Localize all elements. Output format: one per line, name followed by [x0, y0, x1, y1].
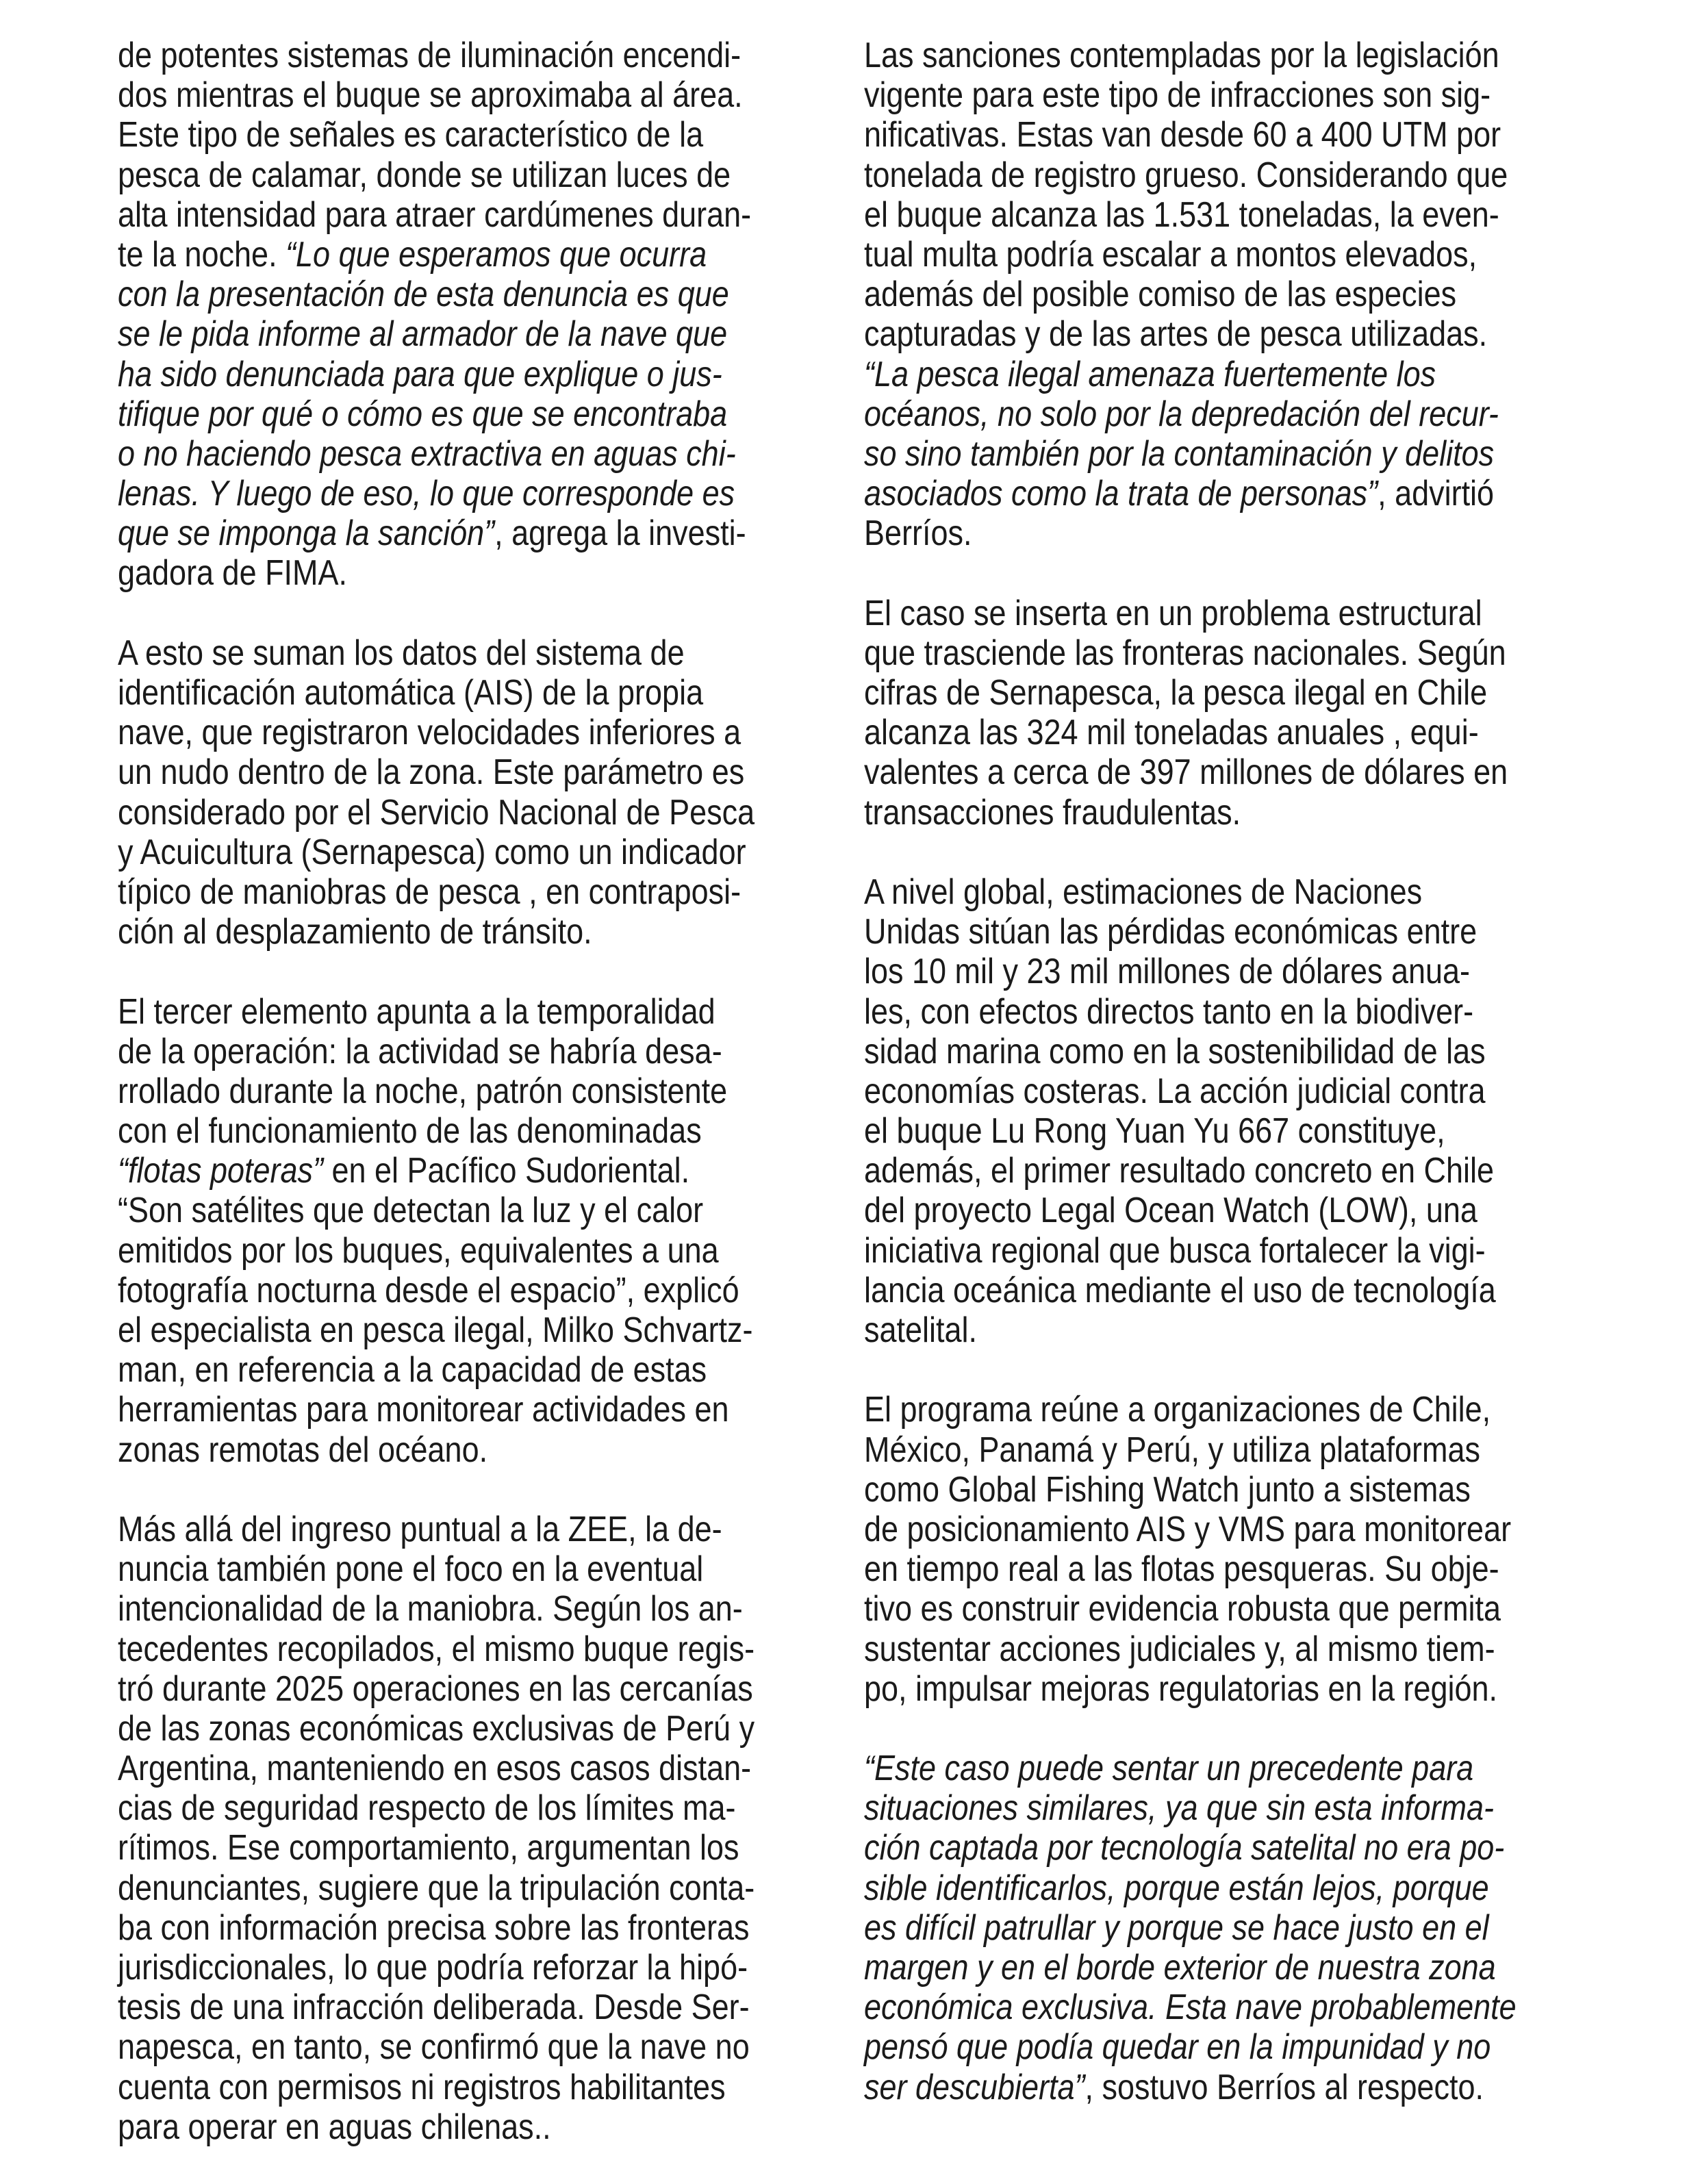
body-text: de posicionamiento AIS y VMS para monitorear: [864, 1509, 1512, 1549]
body-text: cuenta con permisos ni registros habilitantes: [118, 2067, 726, 2107]
body-text: del proyecto Legal Ocean Watch (LOW), una: [864, 1191, 1477, 1231]
text-line: [118, 912, 722, 952]
text-line: [118, 1510, 722, 1549]
body-text: de las zonas económicas exclusivas de Perú y: [118, 1708, 755, 1749]
paragraph-break: [118, 952, 816, 991]
text-line: [118, 314, 728, 355]
text-line: [118, 553, 722, 593]
text-line: [864, 1788, 1492, 1828]
text-line: [118, 752, 745, 793]
text-line: [118, 1828, 739, 1868]
text-line: [864, 1430, 1492, 1470]
text-line: [864, 2027, 1492, 2067]
quote-text: económica exclusiva. Esta nave probablemente: [864, 1988, 1517, 2028]
body-text: en tiempo real a las flotas pesqueras. Su obje-: [864, 1549, 1499, 1590]
body-text: El caso se inserta en un problema estructural: [864, 593, 1482, 633]
quote-text: ser descubierta”: [864, 2067, 1085, 2107]
text-line: [118, 1111, 722, 1151]
text-line: [118, 1390, 729, 1430]
text-line: [864, 115, 1501, 155]
quote-text: situaciones similares, ya que sin esta informa-: [864, 1788, 1494, 1829]
body-text: México, Panamá y Perú, y utiliza plataformas: [864, 1430, 1480, 1470]
body-text: gadora de FIMA.: [118, 553, 348, 594]
text-line: [118, 1191, 722, 1230]
quote-text: margen y en el borde exterior de nuestra zona: [864, 1948, 1496, 1988]
text-line: [864, 314, 1492, 354]
text-line: [864, 1111, 1492, 1151]
body-text: Berríos.: [864, 513, 972, 554]
text-line: [118, 2107, 722, 2147]
text-line: [864, 633, 1506, 673]
text-line: [118, 75, 743, 116]
body-text: transacciones fraudulentas.: [864, 792, 1241, 833]
body-text: nuncia también pone el foco en la eventual: [118, 1549, 704, 1590]
text-line: [864, 394, 1499, 434]
text-line: [864, 1668, 1498, 1709]
quote-text: “Este caso puede sentar un precedente para: [864, 1749, 1474, 1789]
body-text: nave, que registraron velocidades inferiores a: [118, 713, 741, 753]
body-text: rítimos. Ese comportamiento, argumentan los: [118, 1828, 739, 1868]
body-text: que trasciende las fronteras nacionales. Según: [864, 633, 1506, 673]
text-line: [864, 673, 1492, 713]
text-line: [864, 1032, 1492, 1071]
paragraph-break: [864, 1350, 1590, 1390]
quote-text: “Lo que esperamos que ocurra: [286, 234, 707, 275]
text-line: [864, 36, 1499, 75]
quote-text: ción captada por tecnología satelital no era po-: [864, 1828, 1505, 1868]
text-line: [118, 394, 728, 434]
text-line: [118, 155, 731, 195]
text-line: [864, 1390, 1492, 1430]
text-line: [118, 513, 746, 554]
text-line: [118, 673, 722, 713]
body-text: el buque alcanza las 1.531 toneladas, la even-: [864, 194, 1499, 235]
body-text: un nudo dentro de la zona. Este parámetro es: [118, 752, 745, 793]
body-text: en el Pacífico Sudoriental.: [322, 1151, 690, 1191]
text-line: [864, 75, 1492, 115]
text-line: [864, 235, 1492, 275]
paragraph-break: [864, 833, 1590, 872]
body-text: les, con efectos directos tanto en la biodiver-: [864, 991, 1474, 1032]
body-text: alta intensidad para atraer cardúmenes duran-: [118, 194, 752, 235]
text-line: [864, 194, 1499, 235]
text-line: [118, 1907, 750, 1948]
body-text: con el funcionamiento de las denominadas: [118, 1111, 702, 1152]
text-line: [118, 36, 741, 75]
quote-text: lenas. Y luego de eso, lo que corresponde es: [118, 474, 735, 514]
text-line: [864, 1231, 1492, 1271]
body-text: tonelada de registro grueso. Considerando que: [864, 155, 1508, 195]
text-line: [864, 1310, 1492, 1350]
text-line: [118, 832, 746, 872]
body-text: napesca, en tanto, se confirmó que la nave no: [118, 2027, 750, 2068]
text-line: [864, 155, 1508, 195]
body-text: sustentar acciones judiciales y, al mismo tiem-: [864, 1629, 1495, 1669]
text-line: [864, 433, 1495, 474]
paragraph-break: [864, 1709, 1590, 1749]
body-text: tecedentes recopilados, el mismo buque regis-: [118, 1629, 755, 1669]
body-text: economías costeras. La acción judicial contra: [864, 1071, 1486, 1111]
body-text: , agrega la investi-: [494, 513, 746, 554]
body-text: iniciativa regional que busca fortalecer la vigi-: [864, 1230, 1486, 1271]
body-text: tual multa podría escalar a montos elevados,: [864, 234, 1477, 275]
body-text: emitidos por los buques, equivalentes a una: [118, 1230, 719, 1271]
text-line: [864, 1191, 1492, 1230]
text-line: [118, 1868, 755, 1908]
body-text: po, impulsar mejoras regulatorias en la región.: [864, 1668, 1498, 1709]
text-line: [118, 115, 722, 155]
text-line: [118, 1749, 752, 1789]
text-line: [118, 275, 729, 315]
text-line: [864, 793, 1492, 833]
text-line: [118, 1589, 743, 1629]
body-text: además, el primer resultado concreto en Chile: [864, 1151, 1495, 1191]
quote-text: con la presentación de esta denuncia es que: [118, 275, 729, 315]
text-line: [118, 872, 741, 912]
quote-text: “flotas poteras”: [118, 1151, 323, 1191]
body-text: Más allá del ingreso puntual a la ZEE, la de-: [118, 1509, 722, 1549]
body-text: de la operación: la actividad se habría desa-: [118, 1031, 722, 1071]
body-text: dos mientras el buque se aproximaba al área.: [118, 75, 743, 116]
text-line: [118, 1668, 753, 1709]
quote-text: ha sido denunciada para que explique o jus-: [118, 354, 722, 394]
body-text: “Son satélites que detectan la luz y el calor: [118, 1191, 704, 1231]
text-line: [118, 1270, 739, 1310]
text-line: [864, 1908, 1492, 1948]
body-text: de potentes sistemas de iluminación encendi-: [118, 36, 741, 75]
body-text: tró durante 2025 operaciones en las cercanías: [118, 1668, 753, 1709]
text-line: [118, 1071, 728, 1111]
body-text: jurisdiccionales, lo que podría reforzar la hipó-: [118, 1948, 748, 1988]
text-line: [118, 235, 722, 275]
text-line: [864, 513, 1492, 553]
text-line: [118, 355, 722, 394]
quote-text: se le pida informe al armador de la nave que: [118, 314, 728, 355]
text-line: [118, 2027, 750, 2068]
body-text: te la noche.: [118, 234, 286, 275]
text-line: [118, 1629, 755, 1669]
body-text: Argentina, manteniendo en esos casos distan-: [118, 1749, 752, 1789]
text-line: [118, 433, 736, 474]
body-text: ción al desplazamiento de tránsito.: [118, 912, 592, 952]
text-line: [118, 1549, 722, 1589]
quote-text: océanos, no solo por la depredación del recur-: [864, 394, 1499, 434]
quote-text: “La pesca ilegal amenaza fuertemente los: [864, 354, 1436, 394]
body-text: valentes a cerca de 397 millones de dólares en: [864, 752, 1508, 793]
body-text: nificativas. Estas van desde 60 a 400 UTM por: [864, 115, 1501, 155]
body-text: Unidas sitúan las pérdidas económicas entre: [864, 912, 1477, 952]
article-column-right: [864, 36, 1590, 2107]
quote-text: asociados como la trata de personas”: [864, 474, 1378, 514]
quote-text: tifique por qué o cómo es que se encontraba: [118, 394, 728, 434]
text-line: [864, 1509, 1512, 1549]
text-line: [864, 275, 1492, 314]
text-line: [118, 1708, 755, 1749]
text-line: [864, 1151, 1495, 1191]
text-line: [864, 1828, 1505, 1868]
text-line: [864, 355, 1492, 394]
text-line: [864, 1470, 1492, 1510]
body-text: los 10 mil y 23 mil millones de dólares anua-: [864, 952, 1471, 992]
body-text: el especialista en pesca ilegal, Milko Schvartz-: [118, 1310, 753, 1350]
text-line: [864, 474, 1495, 514]
body-text: pesca de calamar, donde se utilizan luces de: [118, 155, 731, 195]
paragraph-break: [864, 553, 1590, 593]
text-line: [864, 1071, 1492, 1111]
text-line: [864, 594, 1492, 633]
body-text: tesis de una infracción deliberada. Desde Ser-: [118, 1988, 750, 2028]
text-line: [864, 912, 1492, 952]
text-line: [118, 1231, 722, 1271]
body-text: considerado por el Servicio Nacional de Pesca: [118, 792, 755, 833]
text-line: [864, 1589, 1501, 1629]
text-line: [864, 1270, 1496, 1310]
body-text: identificación automática (AIS) de la propia: [118, 673, 704, 713]
body-text: cifras de Sernapesca, la pesca ilegal en Chile: [864, 673, 1488, 713]
body-text: , advirtió: [1378, 474, 1495, 514]
text-line: [118, 474, 735, 514]
body-text: El programa reúne a organizaciones de Chile,: [864, 1390, 1491, 1430]
body-text: tivo es construir evidencia robusta que permita: [864, 1589, 1501, 1629]
quote-text: o no haciendo pesca extractiva en aguas chi-: [118, 433, 736, 474]
body-text: lancia oceánica mediante el uso de tecnología: [864, 1270, 1496, 1310]
text-line: [864, 872, 1492, 912]
text-line: [864, 2068, 1492, 2107]
body-text: El tercer elemento apunta a la temporalidad: [118, 991, 715, 1032]
body-text: el buque Lu Rong Yuan Yu 667 constituye,: [864, 1111, 1445, 1152]
body-text: rrollado durante la noche, patrón consistente: [118, 1071, 728, 1111]
text-line: [864, 1749, 1492, 1788]
body-text: , sostuvo Berríos al respecto.: [1084, 2067, 1484, 2107]
text-line: [118, 1032, 722, 1071]
text-line: [118, 1310, 753, 1350]
paragraph-break: [118, 1470, 816, 1510]
body-text: sidad marina como en la sostenibilidad de las: [864, 1031, 1486, 1071]
quote-text: es difícil patrullar y porque se hace justo en el: [864, 1907, 1489, 1948]
quote-text: pensó que podía quedar en la impunidad y no: [864, 2027, 1491, 2068]
body-text: cias de seguridad respecto de los límites ma-: [118, 1788, 736, 1829]
text-line: [864, 952, 1492, 991]
quote-text: que se imponga la sanción”: [118, 513, 495, 554]
text-line: [118, 194, 752, 235]
article-column-left: [118, 36, 816, 2147]
body-text: satelital.: [864, 1310, 978, 1350]
text-line: [118, 1350, 722, 1390]
body-text: vigente para este tipo de infracciones son sig-: [864, 75, 1491, 116]
body-text: alcanza las 324 mil toneladas anuales , equi-: [864, 713, 1479, 753]
body-text: y Acuicultura (Sernapesca) como un indicador: [118, 832, 746, 872]
text-line: [864, 992, 1492, 1032]
body-text: A esto se suman los datos del sistema de: [118, 633, 685, 673]
paragraph-break: [118, 594, 816, 633]
text-line: [118, 792, 755, 833]
text-line: [864, 1868, 1492, 1908]
text-line: [118, 1151, 722, 1191]
text-line: [118, 633, 722, 673]
text-line: [118, 1430, 722, 1470]
body-text: denunciantes, sugiere que la tripulación conta-: [118, 1868, 755, 1908]
body-text: intencionalidad de la maniobra. Según los an-: [118, 1589, 743, 1629]
text-line: [118, 992, 722, 1032]
body-text: A nivel global, estimaciones de Naciones: [864, 872, 1423, 912]
body-text: zonas remotas del océano.: [118, 1430, 488, 1470]
text-line: [118, 1788, 736, 1829]
body-text: como Global Fishing Watch junto a sistemas: [864, 1469, 1471, 1510]
body-text: herramientas para monitorear actividades en: [118, 1390, 729, 1430]
body-text: ba con información precisa sobre las fronteras: [118, 1907, 750, 1948]
quote-text: sible identificarlos, porque están lejos, porque: [864, 1868, 1489, 1908]
text-line: [118, 1988, 750, 2028]
body-text: capturadas y de las artes de pesca utilizadas.: [864, 314, 1488, 355]
body-text: Las sanciones contempladas por la legislación: [864, 36, 1499, 75]
text-line: [118, 1948, 748, 1988]
text-line: [118, 2067, 726, 2107]
body-text: para operar en aguas chilenas..: [118, 2107, 551, 2147]
text-line: [864, 1629, 1495, 1669]
quote-text: so sino también por la contaminación y delitos: [864, 433, 1495, 474]
body-text: man, en referencia a la capacidad de estas: [118, 1350, 707, 1391]
text-line: [864, 1948, 1496, 1988]
body-text: típico de maniobras de pesca , en contraposi-: [118, 872, 741, 912]
text-line: [864, 752, 1508, 793]
body-text: Este tipo de señales es característico de la: [118, 115, 704, 155]
body-text: fotografía nocturna desde el espacio”, explicó: [118, 1270, 739, 1310]
text-line: [864, 1988, 1517, 2028]
text-line: [864, 713, 1492, 752]
text-line: [118, 713, 741, 753]
body-text: además del posible comiso de las especies: [864, 275, 1457, 315]
text-line: [864, 1549, 1499, 1590]
